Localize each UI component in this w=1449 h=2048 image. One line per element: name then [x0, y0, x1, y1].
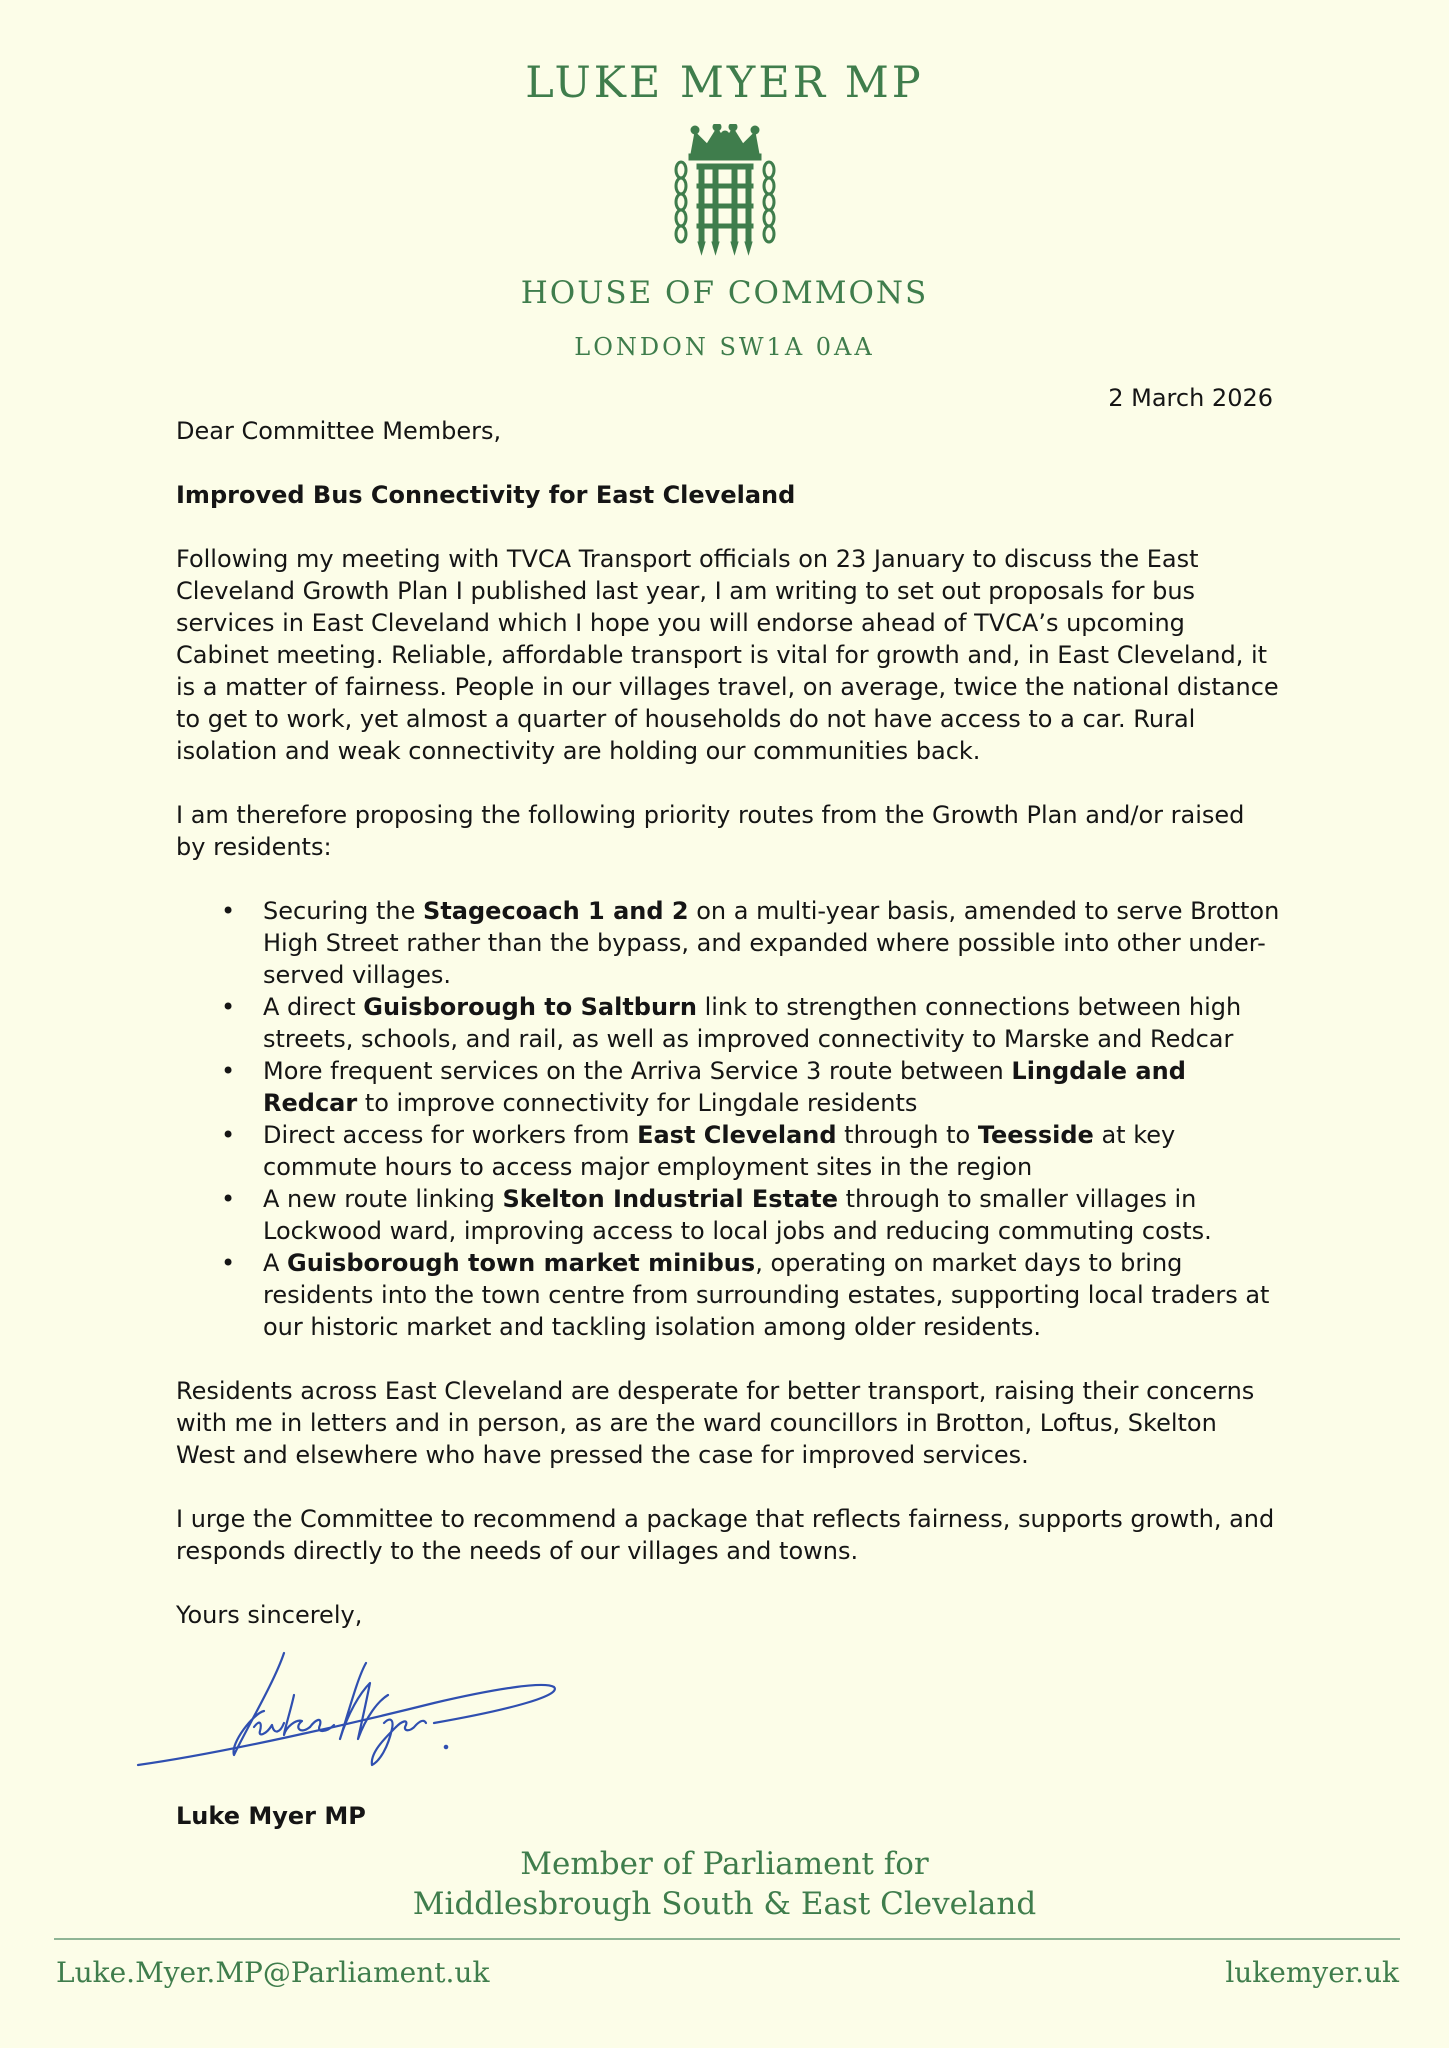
bullet-icon: •	[221, 993, 236, 1021]
bullet-text: at key commute hours to access major employment sites in the region	[263, 1121, 1176, 1181]
handwritten-signature	[134, 1643, 564, 1783]
footer-title	[0, 1844, 1449, 1924]
footer-title-line2: Middlesbrough South & East Cleveland	[412, 1886, 1037, 1922]
footer-divider	[54, 1938, 1400, 1940]
letter-date: 2 March 2026	[1108, 384, 1273, 412]
bullet-icon: •	[221, 1057, 236, 1085]
address-line: LONDON SW1A 0AA	[574, 333, 875, 361]
bullet-emphasis: Guisborough to Saltburn	[363, 993, 697, 1021]
bullet-icon: •	[221, 897, 236, 925]
list-item	[176, 895, 1281, 991]
bullet-text: through to smaller villages in Lockwood ward, improving access to local jobs and reducing commuting costs.	[263, 1185, 1212, 1245]
bullet-icon: •	[221, 1249, 236, 1277]
bullet-icon: •	[221, 1185, 236, 1213]
house-of-commons-heading: HOUSE OF COMMONS	[520, 275, 929, 311]
bullet-text: link to strengthen connections between high streets, schools, and rail, as well as improved connectivity to Marske and Redcar	[263, 993, 1242, 1053]
bullet-text: Securing the	[263, 897, 424, 925]
paragraph-proposal: I am therefore proposing the following priority routes from the Growth Plan and/or raised by residents:	[176, 801, 1245, 861]
bullet-emphasis: Teesside	[977, 1121, 1094, 1149]
signer-name: Luke Myer MP	[176, 1802, 366, 1830]
bullet-emphasis: East Cleveland	[637, 1121, 837, 1149]
footer-email-link[interactable]: Luke.Myer.MP@Parliament.uk	[56, 1956, 490, 1989]
bullet-text: A	[263, 1249, 288, 1277]
list-item	[176, 1119, 1281, 1183]
paragraph-urge: I urge the Committee to recommend a package that reflects fairness, supports growth, and responds directly to the needs of our villages and towns.	[176, 1505, 1275, 1565]
footer-website-link[interactable]: lukemyer.uk	[1225, 1956, 1399, 1989]
bullet-text: Direct access for workers from	[263, 1121, 638, 1149]
bullet-text: , operating on market days to bring residents into the town centre from surrounding estates, supporting local traders at our historic market and tackling isolation among older residents.	[263, 1249, 1270, 1341]
bullet-emphasis: Stagecoach 1 and 2	[423, 897, 689, 925]
bullet-text: A direct	[263, 993, 364, 1021]
bullet-emphasis: Guisborough town market minibus	[287, 1249, 756, 1277]
priority-routes-list	[176, 895, 1281, 1343]
portcullis-icon	[661, 124, 789, 256]
bullet-icon: •	[221, 1121, 236, 1149]
letterhead-name: LUKE MYER MP	[525, 58, 924, 108]
list-item	[176, 1183, 1281, 1247]
list-item	[176, 1055, 1281, 1119]
bullet-emphasis: Skelton Industrial Estate	[502, 1185, 838, 1213]
bullet-text: More frequent services on the Arriva Service 3 route between	[263, 1057, 1012, 1085]
letter-body	[176, 415, 1281, 1631]
paragraph-residents: Residents across East Cleveland are desperate for better transport, raising their concerns with me in letters and in person, as are the ward councillors in Brotton, Loftus, Skelton West and elsewhere who have pressed the case for improved services.	[176, 1377, 1255, 1469]
closing: Yours sincerely,	[176, 1601, 363, 1629]
bullet-text: on a multi-year basis, amended to serve Brotton High Street rather than the bypass, and expanded where possible into other under-served villages.	[263, 897, 1280, 989]
subject-line: Improved Bus Connectivity for East Cleveland	[176, 481, 796, 509]
bullet-emphasis: Lingdale and Redcar	[263, 1057, 1186, 1117]
bullet-text: A new route linking	[263, 1185, 503, 1213]
salutation: Dear Committee Members,	[176, 417, 502, 445]
list-item	[176, 991, 1281, 1055]
bullet-text: to improve connectivity for Lingdale residents	[357, 1089, 918, 1117]
bullet-text: through to	[836, 1121, 978, 1149]
footer-title-line1: Member of Parliament for	[520, 1846, 929, 1882]
paragraph-intro: Following my meeting with TVCA Transport officials on 23 January to discuss the East Cleveland Growth Plan I published last year, I am writing to set out proposals for bus services in East Cleveland which I hope you will endorse ahead of TVCA’s upcoming Cabinet meeting. Reliable, affordable transport is vital for growth and, in East Cleveland, it is a matter of fairness. People in our villages travel, on average, twice the national distance to get to work, yet almost a quarter of households do not have access to a car. Rural isolation and weak connectivity are holding our communities back.	[176, 545, 1279, 765]
list-item	[176, 1247, 1281, 1343]
